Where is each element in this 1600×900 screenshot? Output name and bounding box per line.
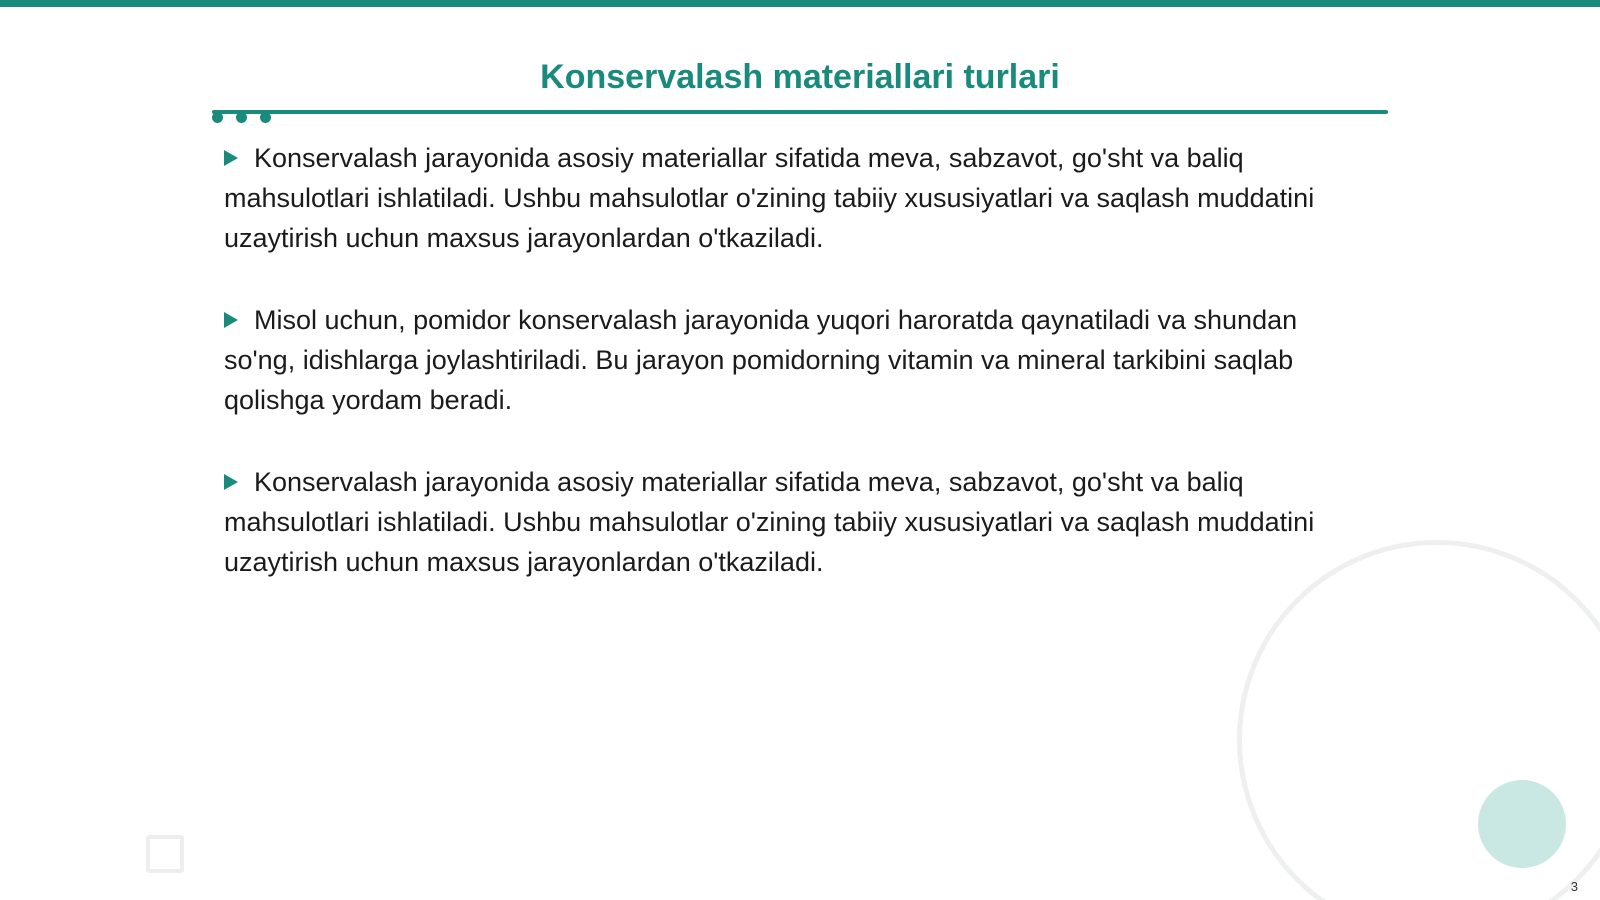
title-underline: [212, 110, 1388, 114]
triangle-bullet-icon: [224, 474, 238, 490]
decorative-circle: [1478, 780, 1566, 868]
page-number: 3: [1570, 879, 1578, 894]
underline-dot: [212, 112, 223, 123]
triangle-bullet-icon: [224, 312, 238, 328]
bullet-item: [224, 138, 1374, 258]
underline-dot: [260, 112, 271, 123]
bullet-item: [224, 300, 1374, 420]
slide-title: Konservalash materiallari turlari: [540, 58, 1060, 96]
bullet-text: Konservalash jarayonida asosiy materiallar sifatida meva, sabzavot, go'sht va baliq mahsulotlari ishlatiladi. Ushbu mahsulotlar o'zining tabiiy xususiyatlari va saqlash muddatini uzaytirish uchun maxsus jarayonlardan o'tkaziladi.: [224, 467, 1315, 577]
triangle-bullet-icon: [224, 150, 238, 166]
underline-dot: [236, 112, 247, 123]
bullet-text: Misol uchun, pomidor konservalash jarayonida yuqori haroratda qaynatiladi va shundan so'ng, idishlarga joylashtiriladi. Bu jarayon pomidorning vitamin va mineral tarkibini saqlab qolishga yordam beradi.: [224, 305, 1298, 415]
bullet-text: Konservalash jarayonida asosiy materiallar sifatida meva, sabzavot, go'sht va baliq mahsulotlari ishlatiladi. Ushbu mahsulotlar o'zining tabiiy xususiyatlari va saqlash muddatini uzaytirish uchun maxsus jarayonlardan o'tkaziladi.: [224, 143, 1315, 253]
bullet-item: [224, 462, 1374, 582]
decorative-square: [146, 835, 184, 873]
bullet-list: [224, 138, 1374, 624]
top-accent-bar: [0, 0, 1600, 7]
